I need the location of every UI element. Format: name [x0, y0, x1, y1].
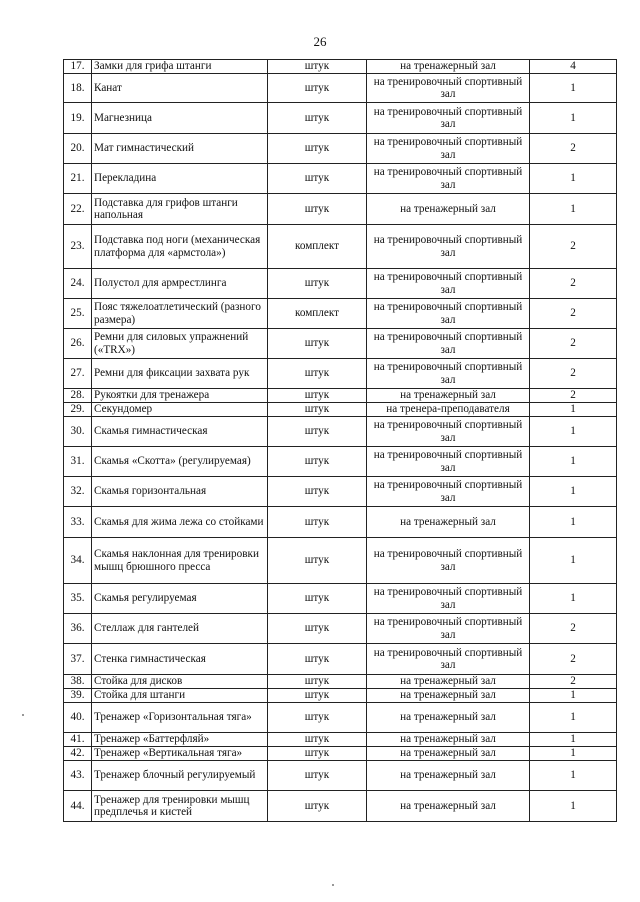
row-number-cell: 38. [64, 675, 92, 689]
quantity-cell: 1 [530, 689, 617, 703]
table-row [64, 733, 617, 747]
table-row [64, 134, 617, 164]
quantity-cell: 1 [530, 507, 617, 538]
item-name-cell: Скамья «Скотта» (регулируемая) [92, 447, 268, 477]
item-name-cell: Магнезница [92, 103, 268, 134]
table-row [64, 403, 617, 417]
item-name-cell: Мат гимнастический [92, 134, 268, 164]
quantity-cell: 1 [530, 447, 617, 477]
quantity-cell: 1 [530, 477, 617, 507]
quantity-cell: 2 [530, 329, 617, 359]
quantity-cell: 2 [530, 225, 617, 269]
item-name-cell: Рукоятки для тренажера [92, 389, 268, 403]
row-number-cell: 25. [64, 299, 92, 329]
table-row [64, 164, 617, 194]
item-name-cell: Пояс тяжелоатлетический (разного размера) [92, 299, 268, 329]
table-row [64, 269, 617, 299]
row-number-cell: 18. [64, 74, 92, 103]
location-cell: на тренировочный спортивный зал [367, 614, 530, 644]
location-cell: на тренажерный зал [367, 194, 530, 225]
location-cell: на тренировочный спортивный зал [367, 225, 530, 269]
row-number-cell: 28. [64, 389, 92, 403]
table-row [64, 389, 617, 403]
table-row [64, 417, 617, 447]
item-name-cell: Ремни для силовых упражнений («TRX») [92, 329, 268, 359]
location-cell: на тренажерный зал [367, 389, 530, 403]
unit-of-measure-cell: штук [268, 703, 367, 733]
location-cell: на тренировочный спортивный зал [367, 74, 530, 103]
scan-speck [22, 714, 24, 716]
unit-of-measure-cell: штук [268, 269, 367, 299]
row-number-cell: 26. [64, 329, 92, 359]
row-number-cell: 41. [64, 733, 92, 747]
quantity-cell: 1 [530, 164, 617, 194]
location-cell: на тренировочный спортивный зал [367, 477, 530, 507]
table-row [64, 747, 617, 761]
row-number-cell: 34. [64, 538, 92, 584]
location-cell: на тренировочный спортивный зал [367, 299, 530, 329]
quantity-cell: 1 [530, 417, 617, 447]
location-cell: на тренажерный зал [367, 60, 530, 74]
unit-of-measure-cell: штук [268, 689, 367, 703]
quantity-cell: 1 [530, 733, 617, 747]
quantity-cell: 1 [530, 761, 617, 791]
location-cell: на тренажерный зал [367, 675, 530, 689]
quantity-cell: 4 [530, 60, 617, 74]
table-row [64, 447, 617, 477]
row-number-cell: 35. [64, 584, 92, 614]
quantity-cell: 1 [530, 791, 617, 822]
location-cell: на тренировочный спортивный зал [367, 447, 530, 477]
location-cell: на тренажерный зал [367, 747, 530, 761]
location-cell: на тренировочный спортивный зал [367, 359, 530, 389]
table-row [64, 507, 617, 538]
row-number-cell: 33. [64, 507, 92, 538]
table-row [64, 761, 617, 791]
location-cell: на тренажерный зал [367, 689, 530, 703]
equipment-table [63, 59, 617, 822]
quantity-cell: 2 [530, 389, 617, 403]
location-cell: на тренировочный спортивный зал [367, 164, 530, 194]
location-cell: на тренировочный спортивный зал [367, 103, 530, 134]
quantity-cell: 2 [530, 644, 617, 675]
item-name-cell: Скамья гимнастическая [92, 417, 268, 447]
item-name-cell: Подставка для грифов штанги напольная [92, 194, 268, 225]
unit-of-measure-cell: штук [268, 329, 367, 359]
item-name-cell: Перекладина [92, 164, 268, 194]
unit-of-measure-cell: штук [268, 74, 367, 103]
row-number-cell: 31. [64, 447, 92, 477]
row-number-cell: 37. [64, 644, 92, 675]
table-row [64, 584, 617, 614]
item-name-cell: Стенка гимнастическая [92, 644, 268, 675]
unit-of-measure-cell: штук [268, 403, 367, 417]
unit-of-measure-cell: штук [268, 103, 367, 134]
location-cell: на тренажерный зал [367, 761, 530, 791]
item-name-cell: Стойка для дисков [92, 675, 268, 689]
row-number-cell: 22. [64, 194, 92, 225]
item-name-cell: Секундомер [92, 403, 268, 417]
unit-of-measure-cell: штук [268, 791, 367, 822]
unit-of-measure-cell: штук [268, 60, 367, 74]
table-row [64, 614, 617, 644]
quantity-cell: 2 [530, 299, 617, 329]
row-number-cell: 39. [64, 689, 92, 703]
item-name-cell: Скамья наклонная для тренировки мышц брюшного пресса [92, 538, 268, 584]
location-cell: на тренировочный спортивный зал [367, 269, 530, 299]
unit-of-measure-cell: штук [268, 164, 367, 194]
unit-of-measure-cell: штук [268, 584, 367, 614]
item-name-cell: Полустол для армрестлинга [92, 269, 268, 299]
row-number-cell: 23. [64, 225, 92, 269]
table-row [64, 689, 617, 703]
table-row [64, 329, 617, 359]
unit-of-measure-cell: штук [268, 447, 367, 477]
table-row [64, 299, 617, 329]
quantity-cell: 1 [530, 584, 617, 614]
location-cell: на тренировочный спортивный зал [367, 329, 530, 359]
quantity-cell: 1 [530, 703, 617, 733]
item-name-cell: Тренажер «Горизонтальная тяга» [92, 703, 268, 733]
unit-of-measure-cell: штук [268, 507, 367, 538]
table-row [64, 194, 617, 225]
row-number-cell: 19. [64, 103, 92, 134]
unit-of-measure-cell: штук [268, 761, 367, 791]
page-number: 26 [313, 34, 327, 49]
item-name-cell: Тренажер блочный регулируемый [92, 761, 268, 791]
unit-of-measure-cell: комплект [268, 225, 367, 269]
row-number-cell: 17. [64, 60, 92, 74]
quantity-cell: 1 [530, 103, 617, 134]
row-number-cell: 42. [64, 747, 92, 761]
location-cell: на тренажерный зал [367, 703, 530, 733]
row-number-cell: 43. [64, 761, 92, 791]
row-number-cell: 44. [64, 791, 92, 822]
unit-of-measure-cell: комплект [268, 299, 367, 329]
location-cell: на тренировочный спортивный зал [367, 417, 530, 447]
table-row [64, 477, 617, 507]
equipment-table-body [64, 60, 617, 822]
table-row [64, 359, 617, 389]
unit-of-measure-cell: штук [268, 359, 367, 389]
unit-of-measure-cell: штук [268, 644, 367, 675]
table-row [64, 225, 617, 269]
row-number-cell: 27. [64, 359, 92, 389]
row-number-cell: 40. [64, 703, 92, 733]
quantity-cell: 1 [530, 538, 617, 584]
quantity-cell: 2 [530, 359, 617, 389]
unit-of-measure-cell: штук [268, 417, 367, 447]
location-cell: на тренажерный зал [367, 791, 530, 822]
unit-of-measure-cell: штук [268, 477, 367, 507]
unit-of-measure-cell: штук [268, 733, 367, 747]
location-cell: на тренировочный спортивный зал [367, 538, 530, 584]
location-cell: на тренажерный зал [367, 507, 530, 538]
unit-of-measure-cell: штук [268, 538, 367, 584]
item-name-cell: Канат [92, 74, 268, 103]
table-row [64, 60, 617, 74]
item-name-cell: Ремни для фиксации захвата рук [92, 359, 268, 389]
location-cell: на тренировочный спортивный зал [367, 584, 530, 614]
item-name-cell: Скамья горизонтальная [92, 477, 268, 507]
unit-of-measure-cell: штук [268, 747, 367, 761]
item-name-cell: Скамья для жима лежа со стойками [92, 507, 268, 538]
quantity-cell: 1 [530, 194, 617, 225]
unit-of-measure-cell: штук [268, 194, 367, 225]
row-number-cell: 20. [64, 134, 92, 164]
table-row [64, 103, 617, 134]
quantity-cell: 2 [530, 614, 617, 644]
table-row [64, 703, 617, 733]
item-name-cell: Стойка для штанги [92, 689, 268, 703]
quantity-cell: 2 [530, 675, 617, 689]
unit-of-measure-cell: штук [268, 389, 367, 403]
item-name-cell: Подставка под ноги (механическая платформа для «армстола») [92, 225, 268, 269]
location-cell: на тренировочный спортивный зал [367, 644, 530, 675]
unit-of-measure-cell: штук [268, 134, 367, 164]
item-name-cell: Стеллаж для гантелей [92, 614, 268, 644]
item-name-cell: Тренажер «Баттерфляй» [92, 733, 268, 747]
location-cell: на тренажерный зал [367, 733, 530, 747]
quantity-cell: 1 [530, 403, 617, 417]
quantity-cell: 2 [530, 269, 617, 299]
quantity-cell: 2 [530, 134, 617, 164]
row-number-cell: 24. [64, 269, 92, 299]
location-cell: на тренировочный спортивный зал [367, 134, 530, 164]
row-number-cell: 36. [64, 614, 92, 644]
item-name-cell: Тренажер для тренировки мышц предплечья и кистей [92, 791, 268, 822]
unit-of-measure-cell: штук [268, 614, 367, 644]
location-cell: на тренера-преподавателя [367, 403, 530, 417]
scan-speck [332, 884, 334, 886]
quantity-cell: 1 [530, 74, 617, 103]
quantity-cell: 1 [530, 747, 617, 761]
table-row [64, 644, 617, 675]
item-name-cell: Тренажер «Вертикальная тяга» [92, 747, 268, 761]
table-row [64, 74, 617, 103]
unit-of-measure-cell: штук [268, 675, 367, 689]
table-row [64, 538, 617, 584]
row-number-cell: 32. [64, 477, 92, 507]
table-row [64, 675, 617, 689]
item-name-cell: Скамья регулируемая [92, 584, 268, 614]
row-number-cell: 21. [64, 164, 92, 194]
item-name-cell: Замки для грифа штанги [92, 60, 268, 74]
row-number-cell: 30. [64, 417, 92, 447]
table-row [64, 791, 617, 822]
row-number-cell: 29. [64, 403, 92, 417]
